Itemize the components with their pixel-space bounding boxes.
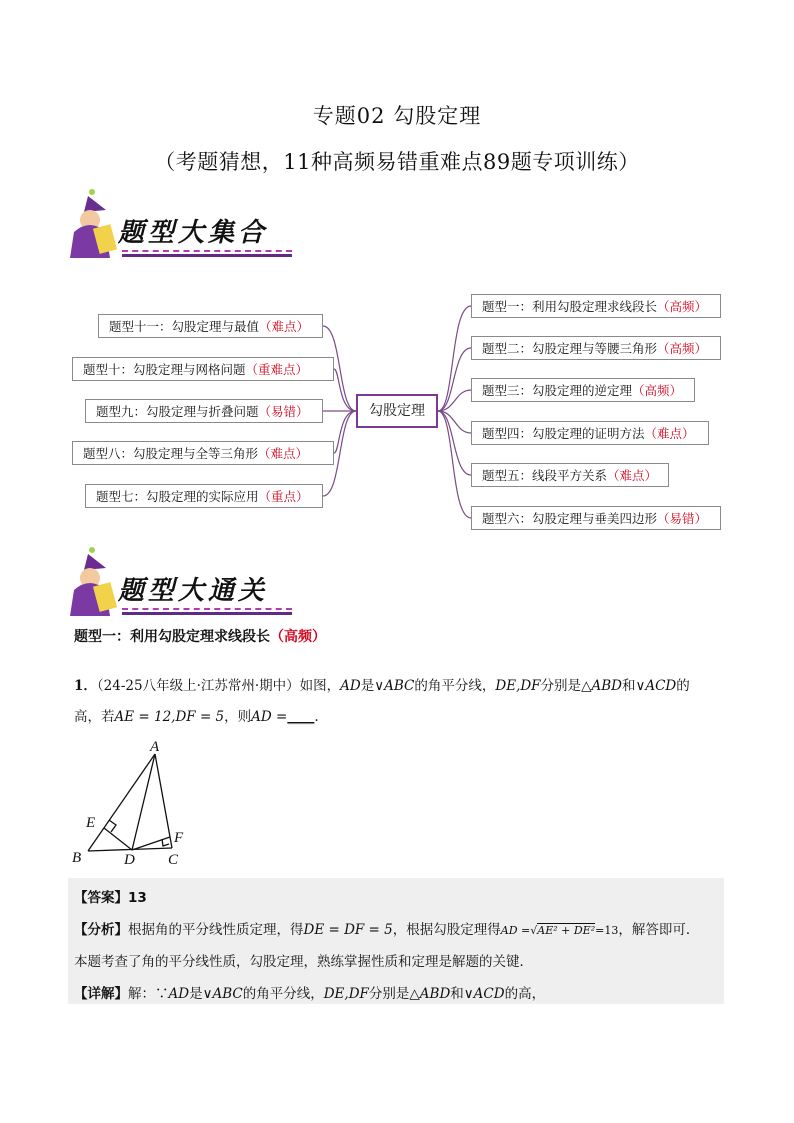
node-text: 题型四：勾股定理的证明方法 <box>482 426 645 441</box>
node-tag: （高频） <box>657 299 708 314</box>
analysis-label: 【分析】 <box>74 922 128 938</box>
banner-label: 题型大集合 <box>118 218 269 248</box>
question-line-1 <box>74 674 690 694</box>
math-triangle-acd: ∨ACD <box>635 678 677 694</box>
detail-text: 分别是 <box>368 986 410 1002</box>
node-tag: （易错） <box>657 511 708 526</box>
mindmap-node-type-4 <box>471 421 709 445</box>
node-tag: （重难点） <box>245 362 309 377</box>
math-triangle-abd: △ABD <box>581 678 622 694</box>
answer-value: 13 <box>128 890 147 906</box>
detail-text: 解：∵ <box>128 986 169 1002</box>
node-tag: （高频） <box>632 383 683 398</box>
math-triangle-abc: ∨ABC <box>202 986 243 1002</box>
section-heading-tag: （高频） <box>270 629 326 645</box>
document-subtitle: （考题猜想，11种高频易错重难点89题专项训练） <box>154 150 640 174</box>
detail-line <box>74 982 545 1002</box>
analysis-line: 【分析】根据角的平分线性质定理，得DE = DF = 5，根据勾股定理得AD =√AE² + DE²=13，解答即可． <box>74 922 700 938</box>
summary-line: 本题考查了角的平分线性质，勾股定理，熟练掌握性质和定理是解题的关键． <box>74 954 533 970</box>
mindmap-node-type-2 <box>471 336 721 360</box>
vertex-label-b: B <box>72 850 82 866</box>
mindmap-node-type-3 <box>471 378 695 402</box>
analysis-text: ，解答即可． <box>618 922 700 938</box>
mindmap-node-type-9 <box>85 399 323 423</box>
mindmap-node-type-5 <box>471 463 669 487</box>
math-triangle-acd: ∨ACD <box>463 986 505 1002</box>
node-text: 题型二：勾股定理与等腰三角形 <box>482 341 658 356</box>
node-text: 题型六：勾股定理与垂美四边形 <box>482 511 658 526</box>
node-tag: （易错） <box>258 404 309 419</box>
node-text: 题型十一：勾股定理与最值 <box>109 319 260 334</box>
document-title: 专题02 勾股定理 <box>312 104 482 128</box>
question-text: 高，若 <box>74 709 115 725</box>
node-tag: （难点） <box>258 446 309 461</box>
section-heading-text: 题型一：利用勾股定理求线段长 <box>74 629 270 645</box>
node-text: 题型一：利用勾股定理求线段长 <box>482 299 658 314</box>
triangle-figure <box>66 734 206 870</box>
node-tag: （难点） <box>259 319 310 334</box>
mindmap-node-type-1 <box>471 294 721 318</box>
question-text: . <box>314 709 319 725</box>
question-source: （24-25八年级上·江苏常州·期中） <box>96 678 300 694</box>
node-text: 题型十：勾股定理与网格问题 <box>83 362 246 377</box>
vertex-label-a: A <box>150 739 160 755</box>
mindmap-node-type-8 <box>72 441 334 465</box>
question-number: 1． <box>74 678 97 694</box>
mindmap-node-type-6 <box>471 506 721 530</box>
node-text: 题型八：勾股定理与全等三角形 <box>83 446 259 461</box>
question-text: 分别是 <box>540 678 582 694</box>
math-ad: AD <box>340 678 361 694</box>
node-tag: （高频） <box>657 341 708 356</box>
node-text: 题型五：线段平方关系 <box>482 468 608 483</box>
math-ad: AD <box>168 986 190 1002</box>
math-de-df: DE,DF <box>323 986 369 1002</box>
section-heading <box>74 626 326 646</box>
math-analysis-eq: DE = DF = 5 <box>303 922 393 938</box>
mindmap-center-node: 勾股定理 <box>356 394 438 428</box>
node-tag: （难点） <box>644 426 695 441</box>
math-de-df: DE,DF <box>495 678 541 694</box>
detail-text: 的高， <box>504 986 546 1002</box>
node-text: 题型九：勾股定理与折叠问题 <box>96 404 259 419</box>
math-triangle-abc: ∨ABC <box>374 678 415 694</box>
question-text: 如图， <box>299 678 341 694</box>
question-text: 和 <box>621 678 636 694</box>
answer-label: 【答案】 <box>74 890 128 906</box>
answer-blank: ____ <box>287 709 315 725</box>
detail-label: 【详解】 <box>74 986 128 1002</box>
question-text: 的角平分线， <box>414 678 496 694</box>
section-banner-practice <box>66 546 296 624</box>
mindmap-node-type-10 <box>72 357 334 381</box>
wizard-mascot-icon <box>66 546 124 624</box>
vertex-label-f: F <box>174 830 184 846</box>
node-text: 题型三：勾股定理的逆定理 <box>482 383 633 398</box>
mindmap-node-type-7 <box>85 484 323 508</box>
question-text: 的 <box>676 678 690 694</box>
vertex-label-c: C <box>168 852 179 868</box>
node-tag: （重点） <box>258 489 309 504</box>
question-text: 是 <box>360 678 375 694</box>
banner-label: 题型大通关 <box>118 576 269 606</box>
vertex-label-e: E <box>86 815 96 831</box>
math-formula-left: AD = <box>500 924 531 937</box>
detail-text: 是 <box>189 986 203 1002</box>
banner-underline <box>122 612 292 615</box>
answer-line <box>74 886 147 906</box>
math-triangle-abd: △ABD <box>409 986 451 1002</box>
question-line-2 <box>74 705 319 725</box>
math-formula-right: =13 <box>595 924 619 937</box>
banner-dash-divider <box>122 608 292 610</box>
detail-text: 和 <box>450 986 464 1002</box>
detail-text: 的角平分线， <box>242 986 324 1002</box>
math-ask: AD = <box>251 709 288 725</box>
vertex-label-d: D <box>124 852 135 868</box>
analysis-text: 根据角的平分线性质定理，得 <box>128 922 304 938</box>
math-given: AE = 12,DF = 5 <box>114 709 225 725</box>
analysis-text: ，根据勾股定理得 <box>392 922 501 938</box>
math-formula-root: AE² + DE² <box>537 924 596 937</box>
node-tag: （难点） <box>607 468 658 483</box>
mindmap-node-type-11 <box>98 314 323 338</box>
question-text: ，则 <box>224 709 252 725</box>
node-text: 题型七：勾股定理的实际应用 <box>96 489 259 504</box>
